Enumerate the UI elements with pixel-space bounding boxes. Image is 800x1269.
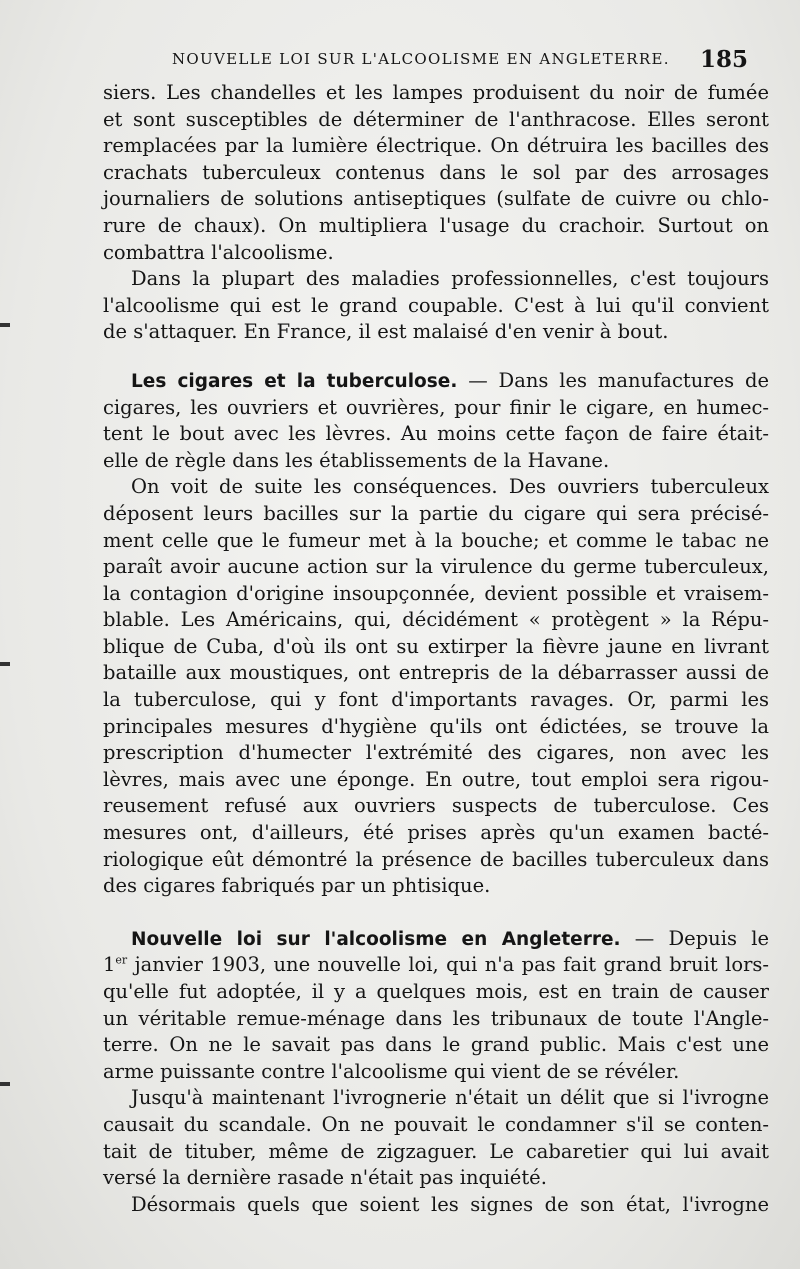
text-line: crachats tuberculeux contenus dans le sol par des arrosages	[103, 160, 769, 184]
text-line: déposent leurs bacilles sur la partie du cigare qui sera précisé-	[103, 501, 769, 525]
paragraph	[103, 1192, 769, 1219]
page-header	[172, 46, 772, 80]
date-rest: janvier 1903, une nouvelle loi, qui n'a pas fait grand bruit lors-	[127, 953, 769, 977]
text-line: riologique eût démontré la présence de bacilles tuberculeux dans	[103, 847, 769, 871]
text-line: prescription d'humecter l'extrémité des cigares, non avec les	[103, 741, 769, 765]
paragraph	[103, 474, 769, 900]
text-line: elle de règle dans les établissements de la Havane.	[103, 448, 610, 472]
date-day: 1	[103, 953, 116, 977]
margin-mark	[0, 323, 10, 327]
text-line: paraît avoir aucune action sur la virulence du germe tuberculeux,	[103, 555, 769, 579]
text-line: la contagion d'origine insoupçonnée, devient possible et vraisem-	[103, 581, 769, 605]
text-line: ment celle que le fumeur met à la bouche; et comme le tabac ne	[103, 528, 769, 552]
text-line: siers. Les chandelles et les lampes produisent du noir de fumée	[103, 81, 769, 104]
text-line: cigares, les ouvriers et ouvrières, pour finir le cigare, en humec-	[103, 395, 769, 419]
text-line: arme puissante contre l'alcoolisme qui vient de se révéler.	[103, 1059, 680, 1083]
paragraph	[103, 1085, 769, 1191]
text-line	[103, 368, 769, 395]
running-title: NOUVELLE LOI SUR L'ALCOOLISME EN ANGLETERRE.	[172, 50, 670, 68]
text-line: Désormais quels que soient les signes de son état, l'ivrogne	[131, 1192, 769, 1216]
text-line: mesures ont, d'ailleurs, été prises après qu'un examen bacté-	[103, 821, 769, 845]
text-line: rure de chaux). On multipliera l'usage du crachoir. Surtout on	[103, 213, 769, 237]
text-line: l'alcoolisme qui est le grand coupable. C'est à lui qu'il convient	[103, 293, 769, 317]
section-intro: — Dans les manufactures de	[457, 368, 770, 392]
section-gap	[103, 346, 769, 368]
paragraph	[103, 80, 769, 266]
text-line: combattra l'alcoolisme.	[103, 240, 334, 264]
text-line: lèvres, mais avec une éponge. En outre, tout emploi sera rigou-	[103, 767, 769, 791]
section-intro: — Depuis le	[620, 926, 769, 950]
text-line	[103, 952, 769, 979]
text-line: principales mesures d'hygiène qu'ils ont édictées, se trouve la	[103, 714, 769, 738]
text-line: un véritable remue-ménage dans les tribunaux de toute l'Angle-	[103, 1006, 769, 1030]
section-alcoolisme	[103, 926, 769, 1086]
text-line: la tuberculose, qui y font d'importants ravages. Or, parmi les	[103, 688, 769, 712]
text-line: terre. On ne le savait pas dans le grand public. Mais c'est une	[103, 1033, 769, 1057]
text-line: des cigares fabriqués par un phtisique.	[103, 874, 491, 898]
section-title: Les cigares et la tuberculose.	[131, 370, 458, 392]
section-cigares	[103, 368, 769, 474]
text-line: et sont susceptibles de déterminer de l'anthracose. Elles seront	[103, 107, 769, 131]
text-line: Dans la plupart des maladies professionnelles, c'est toujours	[131, 267, 769, 291]
text-line: Jusqu'à maintenant l'ivrognerie n'était un délit que si l'ivrogne	[131, 1086, 769, 1110]
text-line: journaliers de solutions antiseptiques (sulfate de cuivre ou chlo-	[103, 187, 769, 211]
text-line: bataille aux moustiques, ont entrepris de la débarrasser aussi de	[103, 661, 769, 685]
text-line: blable. Les Américains, qui, décidément « protègent » la Répu-	[103, 608, 769, 632]
text-line: tait de tituber, même de zigzaguer. Le cabaretier qui lui avait	[103, 1139, 769, 1163]
text-line: de s'attaquer. En France, il est malaisé d'en venir à bout.	[103, 320, 669, 344]
date-ordinal: er	[115, 953, 128, 967]
text-line: tent le bout avec les lèvres. Au moins cette façon de faire était-	[103, 422, 769, 446]
section-gap	[103, 900, 769, 926]
margin-mark	[0, 662, 10, 666]
section-title: Nouvelle loi sur l'alcoolisme en Angleterre.	[131, 928, 621, 950]
paragraph	[103, 266, 769, 346]
text-line: versé la dernière rasade n'était pas inquiété.	[103, 1166, 547, 1190]
text-line: On voit de suite les conséquences. Des ouvriers tuberculeux	[131, 475, 769, 499]
text-line: blique de Cuba, d'où ils ont su extirper la fièvre jaune en livrant	[103, 634, 769, 658]
text-line: remplacées par la lumière électrique. On détruira les bacilles des	[103, 134, 769, 158]
text-line	[103, 926, 769, 953]
body-text	[103, 80, 769, 1218]
text-line: reusement refusé aux ouvriers suspects de tuberculose. Ces	[103, 794, 769, 818]
text-line: causait du scandale. On ne pouvait le condamner s'il se conten-	[103, 1112, 769, 1136]
text-line: qu'elle fut adoptée, il y a quelques mois, est en train de causer	[103, 980, 769, 1003]
margin-mark	[0, 1082, 10, 1086]
page-number: 185	[700, 46, 749, 73]
